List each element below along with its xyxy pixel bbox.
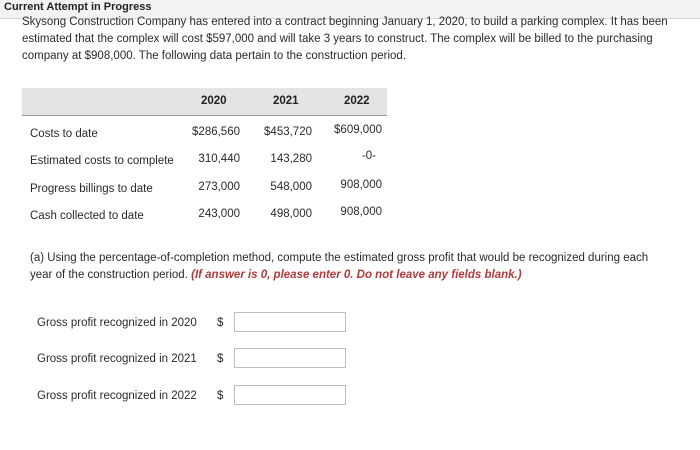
currency-symbol: $ xyxy=(217,353,224,365)
row-label-progress-billings: Progress billings to date xyxy=(30,183,153,195)
row-label-estimated-costs: Estimated costs to complete xyxy=(30,155,174,167)
table-cell: 498,000 xyxy=(270,208,312,220)
table-cell: 908,000 xyxy=(340,206,382,218)
table-cell: 143,280 xyxy=(270,153,312,165)
answer-label-2021: Gross profit recognized in 2021 xyxy=(37,353,197,365)
table-cell: $286,560 xyxy=(192,126,240,138)
table-cell: $609,000 xyxy=(334,124,382,136)
gross-profit-2020-input[interactable] xyxy=(234,312,346,332)
question-note: (If answer is 0, please enter 0. Do not leave any fields blank.) xyxy=(191,269,522,281)
table-cell: 243,000 xyxy=(198,208,240,220)
column-header-2021: 2021 xyxy=(273,95,299,107)
column-header-2022: 2022 xyxy=(344,95,370,107)
problem-statement: Skysong Construction Company has entered into a contract beginning January 1, 2020, to build a parking complex. It has been estimated that the complex will cost $597,000 and will take 3 years to construct. The complex will be billed to the purchasing company at $908,000. The following data pertain to the construction period. xyxy=(22,16,668,62)
table-cell: 273,000 xyxy=(198,181,240,193)
answer-label-2020: Gross profit recognized in 2020 xyxy=(37,317,197,329)
answer-label-2022: Gross profit recognized in 2022 xyxy=(37,390,197,402)
attempt-title: Current Attempt in Progress xyxy=(4,1,152,13)
table-cell: $453,720 xyxy=(264,126,312,138)
question-part-a xyxy=(30,250,670,284)
table-cell: 548,000 xyxy=(270,181,312,193)
table-cell: -0- xyxy=(361,150,376,162)
table-cell: 310,440 xyxy=(198,153,240,165)
column-header-2020: 2020 xyxy=(201,95,227,107)
row-label-costs-to-date: Costs to date xyxy=(30,128,98,140)
table-header xyxy=(22,88,387,116)
gross-profit-2021-input[interactable] xyxy=(234,348,346,368)
table-cell: 908,000 xyxy=(340,179,382,191)
row-label-cash-collected: Cash collected to date xyxy=(30,210,144,222)
currency-symbol: $ xyxy=(217,317,224,329)
gross-profit-2022-input[interactable] xyxy=(234,385,346,405)
question-text: (a) Using the percentage-of-completion method, compute the estimated gross profit that would be recognized during each year of the construction period. xyxy=(30,252,649,281)
currency-symbol: $ xyxy=(217,390,224,402)
